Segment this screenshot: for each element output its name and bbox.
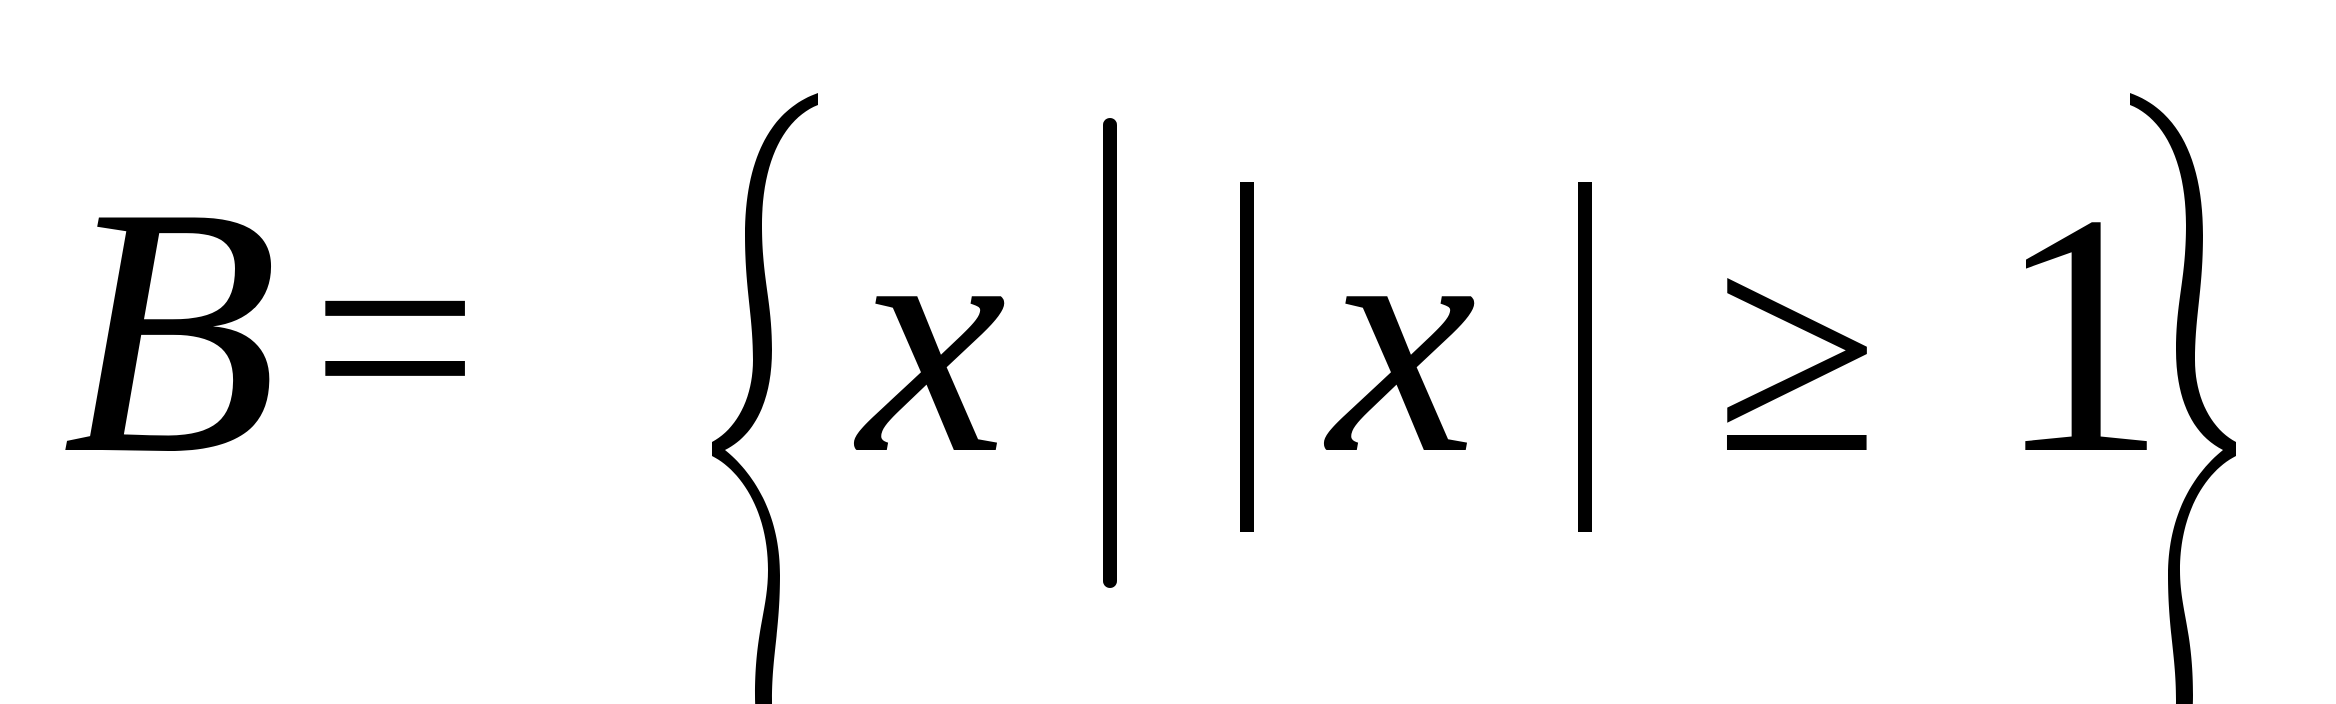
left-brace-symbol [712, 93, 820, 704]
abs-bar-right [1578, 182, 1592, 532]
formula-lhs: B [62, 134, 279, 527]
middle-bar [1103, 118, 1117, 588]
formula-equals: = [310, 171, 480, 503]
formula-bound: 1 [1995, 143, 2168, 525]
formula-inner-variable: x [1328, 152, 1477, 523]
abs-bar-left [1240, 182, 1254, 532]
formula-variable-outer: x [858, 152, 1007, 523]
formula-relation: ≥ [1714, 183, 1880, 515]
